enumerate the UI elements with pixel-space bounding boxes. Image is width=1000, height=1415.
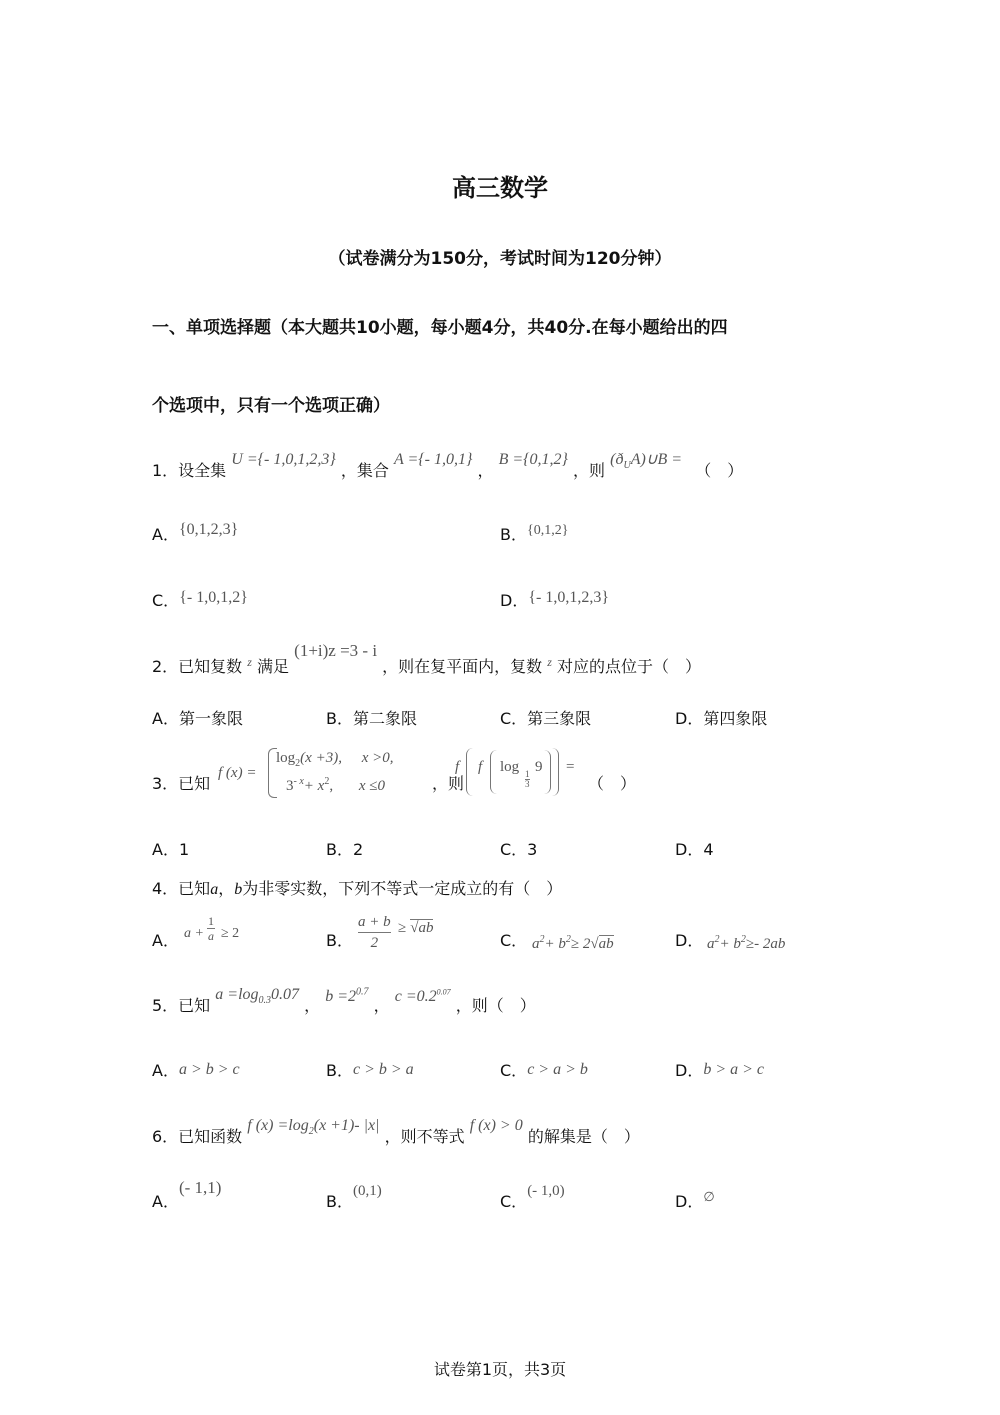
q4-option-a-label: A．	[152, 931, 179, 950]
q2-text2: ，则在复平面内，复数	[382, 657, 543, 676]
q4-option-b-rhs: ≥ √ab	[398, 920, 434, 936]
question-6: 6．已知函数 f $(x) =\log_2(x +1)-$ |x| ，则不等式 f (x) > 0 的解集是（ ）	[152, 1117, 640, 1146]
log-base-fraction: 1 3	[525, 769, 530, 789]
q2-option-b: B．第二象限	[326, 709, 417, 728]
q1-option-d: D．{- 1,0,1,2,3}	[500, 589, 610, 610]
q6-option-b: B．(0,1)	[326, 1183, 382, 1211]
expr-a: $a =\log_{0.3}0.07$	[215, 986, 300, 1007]
piecewise-case-2: $3^{- x}+ x^2$, x ≤0	[286, 776, 385, 794]
q3-then: ，则	[432, 774, 465, 793]
q1-option-b: B．{0,1,2}	[500, 523, 569, 544]
q3-option-a: A．1	[152, 840, 190, 859]
section-heading-line2: 个选项中，只有一个选项正确）	[152, 396, 390, 416]
q2-option-c: C．第三象限	[500, 709, 592, 728]
q2-text: 满足	[257, 657, 290, 676]
piecewise-lhs: f (x) =	[218, 765, 257, 781]
question-3-stem: 3．已知	[152, 774, 211, 793]
question-1	[152, 451, 744, 483]
paren-right-outer	[552, 748, 559, 796]
paren-left-outer	[466, 748, 473, 796]
function-definition: f $(x) =\log_2(x +1)-$ |x|	[247, 1117, 380, 1138]
q6-option-d: D．∅	[675, 1189, 715, 1211]
q3-option-d: D．4	[675, 840, 714, 859]
var-z: z	[247, 655, 252, 669]
q1-option-a: A．{0,1,2,3}	[152, 521, 239, 544]
q5-option-c: C．c > a > b	[500, 1061, 588, 1080]
var-z-2: z	[547, 655, 552, 669]
question-2	[152, 641, 702, 677]
nested-f-inner: f	[478, 759, 483, 775]
q4-option-b-fraction: a + b 2	[358, 914, 391, 951]
q1-text: ，集合	[340, 461, 389, 480]
question-6-stem: 6．已知函数	[152, 1127, 243, 1146]
q5-option-b: B．c > b > a	[326, 1061, 414, 1080]
nested-f-outer: f	[455, 759, 460, 775]
q1-comma: ，	[477, 461, 494, 480]
q4-option-c-label: C．	[500, 931, 528, 950]
q2-option-a: A．第一象限	[152, 709, 243, 728]
question-4-stem: 4．已知	[152, 879, 211, 898]
answer-bracket-3: （ ）	[588, 774, 637, 793]
exam-info: （试卷满分为150分，考试时间为120分钟）	[328, 249, 672, 269]
set-b: B ={0,1,2}	[498, 451, 568, 468]
q4-option-d-expr: $a^2+ b^2\ge-$ 2ab	[707, 934, 786, 952]
q6-option-a: A．(- 1,1)	[152, 1178, 222, 1211]
question-1-stem: 1．设全集	[152, 461, 227, 480]
set-a: A ={- 1,0,1}	[393, 451, 473, 468]
question-5-stem: 5．已知	[152, 996, 211, 1015]
paren-left-inner	[490, 750, 497, 794]
q4-option-d-label: D．	[675, 931, 704, 950]
question-4: 4．已知a，b为非零实数，下列不等式一定成立的有（ ）	[152, 879, 563, 898]
expr-c: $c =0.2^{0.07}$	[394, 987, 451, 1005]
q5-option-d: D．b > a > c	[675, 1061, 765, 1080]
paren-right-inner	[544, 750, 551, 794]
q1-then: ，则	[573, 461, 606, 480]
q2-option-d: D．第四象限	[675, 709, 768, 728]
equals-sign: =	[566, 759, 575, 775]
q4-option-a-expr: a +	[184, 926, 204, 941]
expr-b: $b =2^{0.7}$	[325, 986, 369, 1005]
log-base-one-third: log	[500, 759, 520, 775]
page-title: 高三数学	[452, 174, 548, 202]
answer-bracket: （ ）	[695, 461, 744, 480]
piecewise-case-1: $\log_2(x +3)$, x >0,	[276, 750, 394, 769]
page-footer: 试卷第1页，共3页	[433, 1360, 567, 1379]
q4-option-a-rhs: ≥ 2	[221, 926, 240, 941]
section-heading-line1: 一、单项选择题（本大题共10小题，每小题4分，共40分.在每小题给出的四	[152, 318, 728, 338]
log-argument: 9	[535, 759, 543, 775]
q2-text3: 对应的点位于（ ）	[557, 657, 702, 676]
q4-option-a-fraction: 1 a	[208, 914, 214, 943]
inequality: f (x) > 0	[469, 1117, 523, 1134]
q3-option-c: C．3	[500, 840, 538, 859]
question-5: 5．已知 $a =\log_{0.3}0.07$ ， $b =2^{0.7}$ ， $c =0.2^{0.07}$ ，则（ ）	[152, 986, 536, 1015]
complement-expr: $(ð_UA)\cup B$ =	[610, 451, 683, 472]
question-2-stem: 2．已知复数	[152, 657, 243, 676]
q6-option-c: C．(- 1,0)	[500, 1183, 565, 1211]
q3-option-b: B．2	[326, 840, 364, 859]
q5-option-a: A．a > b > c	[152, 1061, 240, 1080]
q4-option-b-label: B．	[326, 931, 353, 950]
q4-option-c-expr: $a^2+ b^2\ge 2√ab$	[532, 934, 614, 952]
q1-option-c: C．{- 1,0,1,2}	[152, 589, 248, 610]
complex-equation: (1+i)z =3 - i	[294, 641, 378, 660]
set-u: U ={- 1,0,1,2,3}	[231, 451, 336, 468]
